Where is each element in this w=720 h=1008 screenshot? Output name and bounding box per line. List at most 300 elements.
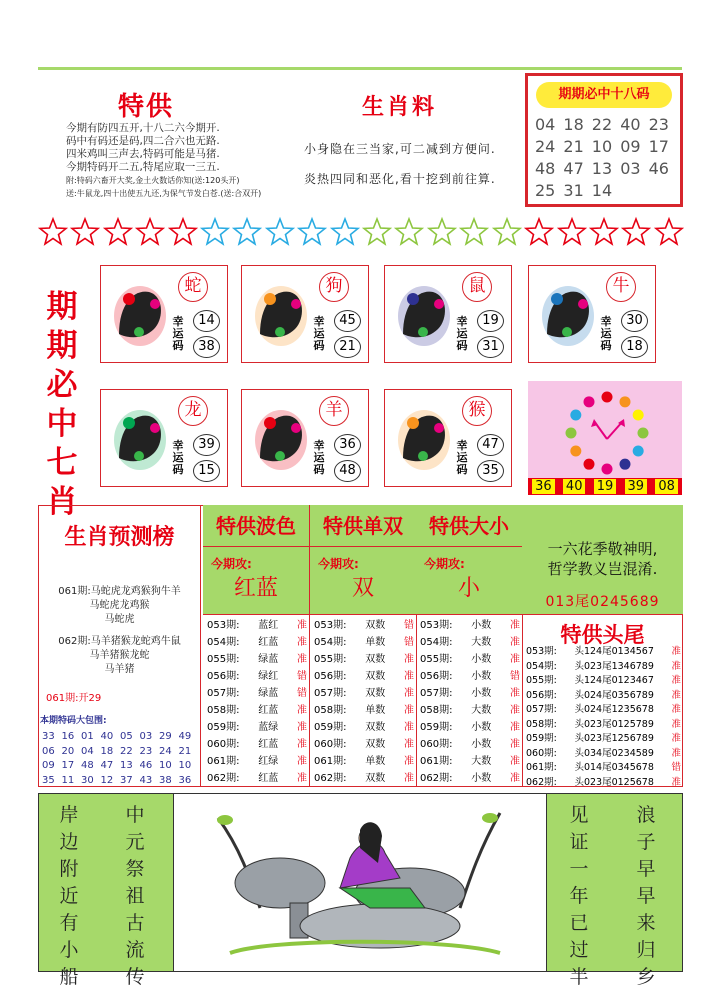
- period: 054期:: [314, 637, 347, 648]
- bigbao-number: 12: [100, 774, 114, 786]
- luck-label: 幸运码: [172, 439, 184, 476]
- table-row: [314, 753, 414, 770]
- poem-line: 哲学教义岂混淆.: [547, 560, 658, 578]
- lucky-number: 24: [535, 137, 556, 156]
- luck-label: 幸运码: [456, 439, 468, 476]
- ranking-061: [38, 585, 201, 627]
- clock-number: 39: [625, 479, 648, 494]
- period: 055期:: [207, 654, 240, 665]
- papercut-zodiac-icon: [109, 398, 171, 478]
- period: 057期:: [526, 704, 557, 715]
- star-icon: [589, 215, 619, 249]
- result: 准: [510, 739, 520, 750]
- poem-char: 半: [569, 966, 589, 988]
- clock-dot: [570, 410, 581, 421]
- result: 准: [297, 620, 307, 631]
- result: 准: [510, 705, 520, 716]
- tegong-column: [416, 505, 523, 787]
- zodiac-card: [528, 265, 656, 363]
- result: 错: [671, 762, 681, 773]
- table-row: [207, 685, 307, 702]
- result: 准: [404, 756, 414, 767]
- table-row: [314, 634, 414, 651]
- clock-dot: [584, 396, 595, 407]
- ranking-062: [38, 635, 201, 677]
- result: 准: [671, 675, 681, 686]
- table-row: [526, 761, 681, 776]
- pick: 头024尾1235678: [574, 704, 654, 715]
- table-row: [526, 660, 681, 675]
- pick: 红蓝: [258, 637, 279, 648]
- bigbao-number: 09: [42, 760, 55, 771]
- papercut-zodiac-icon: [393, 398, 455, 478]
- column-title: 特供大小: [416, 505, 522, 547]
- table-row: [207, 634, 307, 651]
- history-rows: [420, 617, 520, 787]
- zodiac-name: 狗: [319, 272, 349, 302]
- luck-label: 幸运码: [313, 439, 325, 476]
- seven-zodiac-title-char: 期: [46, 328, 78, 364]
- star-icon: [492, 215, 522, 249]
- star-icon: [330, 215, 360, 249]
- result: 准: [404, 671, 414, 682]
- period: 058期:: [526, 718, 557, 730]
- bigbao-grid: [42, 730, 198, 788]
- bigbao-number: 48: [81, 760, 94, 771]
- star-icon: [135, 215, 165, 249]
- ranking-line: 马蛇虎龙鸡猴: [89, 600, 150, 611]
- table-row: [314, 617, 414, 634]
- lucky-number: 22: [591, 115, 613, 134]
- bigbao-number: 43: [139, 774, 153, 786]
- result: 准: [510, 620, 520, 631]
- zodiac-name: 猴: [462, 396, 492, 426]
- table-row: [420, 702, 520, 719]
- luck-number: 18: [621, 336, 648, 358]
- luck-number: 19: [477, 310, 504, 332]
- luck-number: 48: [334, 460, 361, 482]
- table-row: [420, 651, 520, 668]
- poem-column: [58, 802, 80, 991]
- table-row: [526, 718, 681, 733]
- history-rows: [207, 617, 307, 787]
- tegong-line: 今期有防四五开,十八二六今期开.: [66, 122, 220, 134]
- shengxiao-title: 生肖料: [362, 95, 438, 120]
- poem-char: 有: [59, 912, 79, 934]
- period: 055期:: [314, 654, 347, 665]
- table-row: [314, 719, 414, 736]
- pick: 头023尾0125789: [574, 718, 654, 730]
- zodiac-card: [100, 389, 228, 487]
- bigbao-number: 49: [178, 731, 192, 742]
- table-row: [207, 770, 307, 787]
- period: 053期:: [526, 646, 557, 657]
- clock-dot: [570, 446, 581, 457]
- bigbao-number: 40: [100, 731, 114, 742]
- bigbao-number: 17: [61, 760, 75, 771]
- pick: 双数: [365, 722, 386, 733]
- lucky-number: 47: [563, 159, 584, 178]
- table-row: [420, 668, 520, 685]
- pick: 红蓝: [258, 773, 279, 784]
- zodiac-name: 龙: [178, 396, 208, 426]
- period: 055期:: [526, 675, 557, 686]
- clock-box: [528, 381, 682, 493]
- period: 053期:: [314, 620, 347, 631]
- pick: 双数: [365, 620, 386, 631]
- period: 061期:: [314, 756, 347, 767]
- pick: 小数: [471, 654, 492, 665]
- eighteen-numbers-title: 期期必中十八码: [536, 82, 672, 108]
- star-icon: [265, 215, 295, 249]
- table-row: [420, 617, 520, 634]
- poem-char: 流: [125, 939, 145, 961]
- result: 准: [671, 747, 681, 759]
- bigbao-number: 47: [100, 760, 114, 771]
- table-row: [207, 617, 307, 634]
- poem-char: 浪: [636, 804, 656, 826]
- tegong-note: 附:特码六畜开大奖,金土火数话你知(送:120头开): [66, 176, 240, 185]
- clock-dot: [638, 428, 649, 439]
- poem-char: 传: [125, 966, 145, 988]
- period: 057期:: [420, 688, 453, 699]
- period: 058期:: [314, 705, 347, 716]
- pick: 单数: [365, 756, 386, 767]
- bigbao-number: 46: [139, 760, 153, 771]
- lucky-number: 48: [535, 159, 556, 178]
- luck-label: 幸运码: [456, 315, 468, 352]
- pick: 绿蓝: [258, 688, 279, 699]
- attack-value: 小: [457, 576, 480, 601]
- poem-char: 子: [636, 831, 656, 853]
- bigbao-number: 23: [139, 745, 153, 757]
- pick: 头023尾1346789: [574, 660, 654, 672]
- result: 准: [404, 739, 414, 750]
- zodiac-name: 羊: [319, 396, 349, 426]
- star-row: [38, 215, 684, 255]
- head-tail-title: 特供头尾: [560, 623, 645, 647]
- pick: 双数: [365, 739, 386, 750]
- lucky-number: 25: [535, 181, 556, 200]
- poem-char: 已: [569, 912, 589, 934]
- papercut-zodiac-icon: [537, 274, 599, 354]
- head-tail-rows: [526, 645, 681, 790]
- table-row: [207, 736, 307, 753]
- bigbao-number: 33: [42, 731, 55, 742]
- tail-numbers: 013尾0245689: [545, 594, 660, 610]
- bigbao-number: 10: [159, 760, 172, 771]
- papercut-zodiac-icon: [393, 274, 455, 354]
- pick: 小数: [471, 773, 492, 784]
- poem-char: 年: [569, 885, 589, 907]
- pick: 单数: [365, 637, 386, 648]
- pick: 头124尾0123467: [574, 675, 654, 686]
- poem-char: 祖: [125, 885, 145, 907]
- bigbao-number: 37: [120, 774, 133, 786]
- column-title: 特供波色: [203, 505, 309, 547]
- eighteen-numbers-grid: [535, 114, 677, 202]
- lucky-number: 03: [620, 159, 641, 178]
- period: 059期:: [420, 722, 453, 733]
- clock-number: 08: [655, 479, 678, 494]
- clock-dot: [620, 459, 631, 470]
- poem-char: 来: [636, 912, 656, 934]
- period: 060期:: [314, 739, 347, 750]
- star-icon: [557, 215, 587, 249]
- pick: 蓝绿: [258, 722, 279, 733]
- papercut-zodiac-icon: [250, 274, 312, 354]
- bigbao-number: 30: [81, 774, 94, 786]
- table-row: [420, 634, 520, 651]
- eighteen-numbers-box: [525, 73, 683, 207]
- lucky-number: 31: [563, 181, 584, 200]
- pick: 双数: [365, 688, 386, 699]
- history-rows: [314, 617, 414, 787]
- result: 准: [404, 688, 414, 699]
- pick: 小数: [471, 688, 492, 699]
- poem-column: [124, 802, 146, 991]
- clock-number: 40: [563, 479, 586, 494]
- attack-box: [416, 547, 522, 615]
- table-row: [420, 770, 520, 787]
- clock-icon: [528, 381, 682, 481]
- result: 错: [404, 620, 414, 631]
- seven-zodiac-title-char: 七: [46, 445, 78, 481]
- bigbao-title: 本期特码大包围:: [40, 716, 107, 726]
- result: 准: [671, 689, 681, 701]
- table-row: [526, 732, 681, 747]
- table-row: [207, 651, 307, 668]
- star-icon: [427, 215, 457, 249]
- attack-value: 双: [351, 576, 374, 601]
- poem-char: 乡: [636, 966, 656, 988]
- bigbao-number: 38: [159, 774, 172, 786]
- period: 055期:: [420, 654, 453, 665]
- luck-number: 39: [193, 434, 220, 456]
- period: 053期:: [420, 620, 453, 631]
- ranking-line: 马蛇虎: [104, 614, 135, 625]
- luck-number: 30: [621, 310, 648, 332]
- pick: 双数: [365, 773, 386, 784]
- pick: 绿红: [258, 671, 279, 682]
- seven-zodiac-title-char: 必: [46, 367, 78, 403]
- period: 059期:: [207, 722, 240, 733]
- result: 准: [297, 637, 307, 648]
- bigbao-number: 20: [61, 745, 75, 757]
- tegong-line: 今期特码开二五,特尾应取一三五.: [66, 161, 220, 173]
- clock-number: 19: [594, 479, 617, 494]
- lucky-number: 40: [620, 115, 641, 134]
- tegong-title: 特供: [118, 92, 175, 122]
- period: 056期:: [420, 671, 453, 682]
- bigbao-number: 10: [178, 760, 192, 771]
- table-row: [314, 770, 414, 787]
- ranking-title: 生肖预测榜: [64, 525, 175, 550]
- seven-zodiac-title: [42, 288, 82, 522]
- luck-number: 38: [193, 336, 220, 358]
- period: 054期:: [526, 660, 557, 672]
- table-row: [420, 685, 520, 702]
- result: 准: [404, 722, 414, 733]
- star-icon: [621, 215, 651, 249]
- pick: 头024尾0356789: [574, 689, 654, 701]
- period: 053期:: [207, 620, 240, 631]
- papercut-zodiac-icon: [109, 274, 171, 354]
- pick: 蓝红: [258, 620, 279, 631]
- period: 061期:: [420, 756, 453, 767]
- bottom-right-poem: [546, 793, 683, 988]
- result: 准: [671, 733, 681, 744]
- bigbao-number: 04: [81, 745, 94, 757]
- period: 056期:: [526, 689, 557, 701]
- period: 056期:: [314, 671, 347, 682]
- poem-char: 附: [59, 858, 79, 880]
- bigbao-number: 18: [100, 745, 114, 757]
- poem-line: 一六花季敬神明,: [547, 540, 658, 558]
- pick: 头034尾0234589: [574, 747, 654, 759]
- shengxiao-line: 炎热四同和恶化,看十挖到前往算.: [304, 172, 496, 186]
- period: 054期:: [420, 637, 453, 648]
- clock-dot: [566, 428, 577, 439]
- star-icon: [394, 215, 424, 249]
- luck-label: 幸运码: [600, 315, 612, 352]
- result: 准: [510, 688, 520, 699]
- top-divider: [38, 67, 682, 70]
- pick: 双数: [365, 654, 386, 665]
- poem-char: 边: [59, 831, 79, 853]
- pick: 小数: [471, 722, 492, 733]
- bigbao-number: 03: [139, 731, 153, 742]
- bigbao-number: 16: [61, 731, 75, 742]
- table-row: [314, 651, 414, 668]
- star-icon: [38, 215, 68, 249]
- table-row: [420, 736, 520, 753]
- luck-number: 47: [477, 434, 504, 456]
- result: 错: [404, 637, 414, 648]
- lucky-number: 17: [648, 137, 669, 156]
- result: 准: [671, 776, 681, 788]
- star-icon: [168, 215, 198, 249]
- tegong-note: 送:牛鼠龙,四十出使五九还,为保气节发白苍.(送:合双开): [66, 189, 262, 198]
- result: 准: [297, 722, 307, 733]
- lucky-number: 18: [563, 115, 584, 134]
- seven-zodiac-title-char: 中: [46, 406, 78, 442]
- period: 056期:: [207, 671, 240, 682]
- table-row: [526, 776, 681, 791]
- attack-value: 红蓝: [233, 576, 278, 601]
- lucky-number: 10: [591, 137, 613, 156]
- poem-char: 早: [636, 885, 656, 907]
- luck-number: 15: [193, 460, 220, 482]
- period: 060期:: [207, 739, 240, 750]
- clock-dot: [633, 446, 644, 457]
- zodiac-name: 牛: [606, 272, 636, 302]
- attack-label: 今期攻:: [318, 557, 359, 571]
- attack-box: [203, 547, 309, 615]
- bigbao-number: 13: [120, 760, 133, 771]
- poem-char: 过: [569, 939, 589, 961]
- bigbao-number: 06: [42, 745, 55, 757]
- star-icon: [362, 215, 392, 249]
- clock-dot: [620, 396, 631, 407]
- result: 准: [510, 756, 520, 767]
- zodiac-card: [100, 265, 228, 363]
- clock-dot: [584, 459, 595, 470]
- zodiac-name: 鼠: [462, 272, 492, 302]
- pick: 红蓝: [258, 739, 279, 750]
- poem-char: 一: [569, 858, 589, 880]
- period: 061期:: [526, 762, 557, 773]
- period: 057期:: [314, 688, 347, 699]
- pick: 绿蓝: [258, 654, 279, 665]
- result: 准: [510, 637, 520, 648]
- zodiac-card: [241, 265, 369, 363]
- right-column: [522, 505, 683, 787]
- table-row: [314, 702, 414, 719]
- poem-char: 船: [59, 966, 79, 988]
- result: 准: [297, 705, 307, 716]
- period: 057期:: [207, 688, 240, 699]
- period: 062期:: [207, 773, 240, 784]
- clock-dot: [633, 410, 644, 421]
- bigbao-number: 11: [61, 774, 75, 786]
- period: 058期:: [420, 705, 453, 716]
- pick: 小数: [471, 620, 492, 631]
- pick: 头124尾0134567: [574, 646, 654, 657]
- lucky-number: 46: [648, 159, 669, 178]
- period: 062期:: [420, 773, 453, 784]
- result: 准: [510, 722, 520, 733]
- zodiac-card: [241, 389, 369, 487]
- pick: 头023尾0125678: [574, 776, 654, 788]
- pick: 头014尾0345678: [574, 762, 654, 773]
- poem-char: 证: [569, 831, 589, 853]
- lucky-number: 23: [648, 115, 669, 134]
- bottom-left-poem: [38, 793, 174, 988]
- shengxiao-line: 小身隐在三当家,可二减到方便问.: [304, 142, 496, 156]
- result: 准: [297, 756, 307, 767]
- result: 错: [297, 688, 307, 699]
- table-row: [526, 747, 681, 762]
- period: 058期:: [207, 705, 240, 716]
- bigbao-number: 35: [42, 774, 55, 786]
- poem-char: 近: [59, 885, 79, 907]
- luck-label: 幸运码: [172, 315, 184, 352]
- poem-char: 岸: [59, 804, 79, 826]
- tegong-column: [310, 505, 417, 787]
- period: 061期:: [207, 756, 240, 767]
- table-row: [207, 702, 307, 719]
- result: 错: [510, 671, 520, 682]
- star-icon: [103, 215, 133, 249]
- result: 准: [404, 654, 414, 665]
- period: 060期:: [526, 747, 557, 759]
- tegong-line: 码中有码还是码,四二合六也无路.: [66, 135, 220, 147]
- period: 060期:: [420, 739, 453, 750]
- result: 准: [297, 739, 307, 750]
- ranking-line: 062期:马羊猪猴龙蛇鸡牛鼠: [58, 636, 181, 647]
- result: 准: [404, 705, 414, 716]
- attack-label: 今期攻:: [211, 557, 252, 571]
- luck-number: 31: [477, 336, 504, 358]
- table-row: [526, 645, 681, 660]
- result: 准: [297, 773, 307, 784]
- period: 054期:: [207, 637, 240, 648]
- poem-char: 古: [125, 912, 145, 934]
- ranking-line: 马羊猪猴龙蛇: [89, 650, 150, 661]
- luck-number: 45: [334, 310, 361, 332]
- bigbao-number: 05: [120, 731, 133, 742]
